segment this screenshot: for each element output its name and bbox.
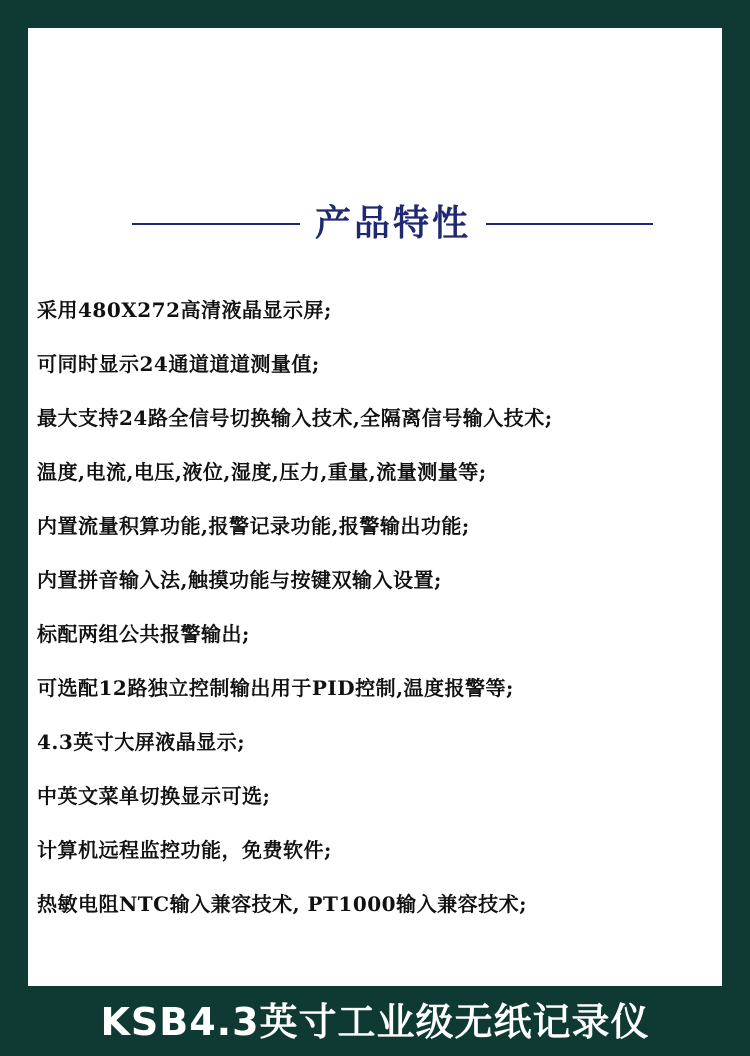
feature-item: 内置拼音输入法,触摸功能与按键双输入设置;: [37, 568, 442, 592]
feature-item: 标配两组公共报警输出;: [37, 622, 250, 646]
feature-item: 可同时显示24通道道道测量值;: [37, 352, 320, 376]
feature-list: [37, 292, 717, 940]
product-title: KSB4.3英寸工业级无纸记录仪: [100, 1000, 650, 1044]
feature-item: 可选配12路独立控制输出用于PID控制,温度报警等;: [37, 676, 514, 700]
feature-item: 计算机远程监控功能，免费软件;: [37, 838, 332, 862]
feature-item: 热敏电阻NTC输入兼容技术, PT1000输入兼容技术;: [37, 892, 527, 916]
content-card: [28, 28, 722, 986]
section-title: 产品特性: [314, 203, 471, 244]
heading-divider-left: [132, 223, 300, 225]
feature-item: 4.3英寸大屏液晶显示;: [37, 730, 246, 754]
feature-item: 采用480X272高清液晶显示屏;: [37, 298, 332, 322]
heading-divider-right: [486, 223, 653, 225]
feature-item: 温度,电流,电压,液位,湿度,压力,重量,流量测量等;: [37, 460, 487, 484]
section-heading: [28, 196, 722, 252]
feature-item: 内置流量积算功能,报警记录功能,报警输出功能;: [37, 514, 470, 538]
feature-item: 中英文菜单切换显示可选;: [37, 784, 271, 808]
feature-item: 最大支持24路全信号切换输入技术,全隔离信号输入技术;: [37, 406, 553, 430]
